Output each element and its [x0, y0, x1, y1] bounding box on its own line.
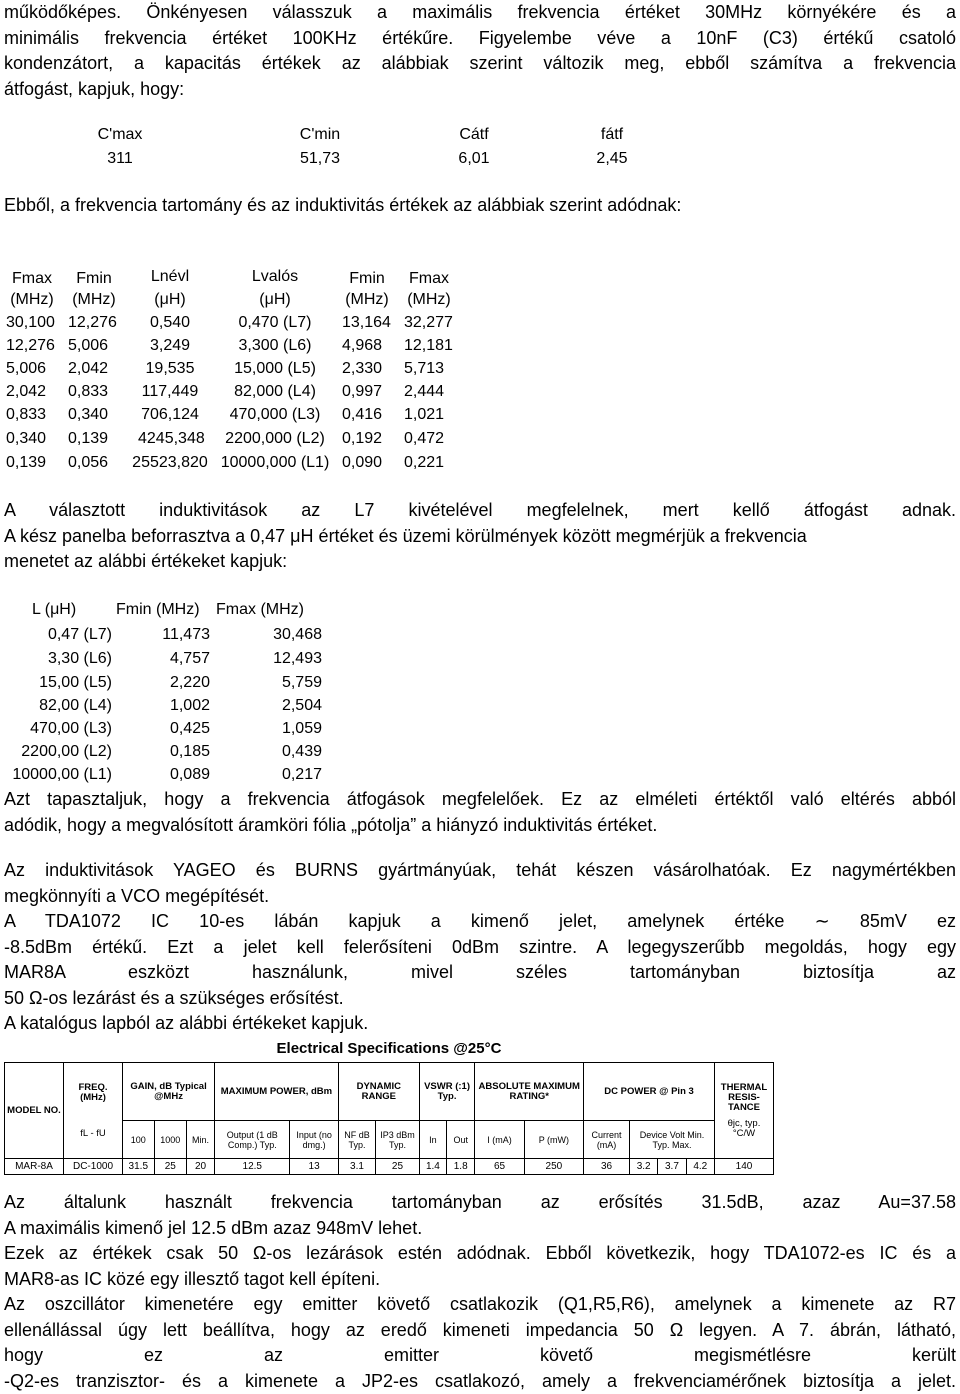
spec-h-model: MODEL NO. — [5, 1063, 64, 1159]
spec-gain-col: 1000 — [154, 1121, 186, 1159]
text-line: A maximális kimenő jel 12.5 dBm azaz 948mV lehet. — [4, 1216, 956, 1242]
value-catf: 6,01 — [434, 150, 514, 168]
spec-abs-p: P (mW) — [524, 1121, 583, 1159]
header-cmax: C'max — [80, 126, 160, 144]
paragraph-2 — [4, 193, 956, 219]
text-line: minimális frekvencia értéket 100KHz értékűre. Figyelembe véve a 10nF (C3) értékű csatoló — [4, 26, 956, 52]
text-line: Az oszcillátor kimenetére egy emitter követő csatlakozik (Q1,R5,R6), amelynek a kimenete az R7 — [4, 1292, 956, 1318]
spec-dyn-nf: NF dB Typ. — [338, 1121, 375, 1159]
col-header: Lnévl — [138, 268, 202, 286]
spec-cell: 1.4 — [419, 1159, 446, 1175]
table-cell: 0,056 — [68, 454, 108, 472]
table-cell: 0,139 — [6, 454, 46, 472]
text-line: megkönnyíti a VCO megépítését. — [4, 884, 956, 910]
col-unit: (MHz) — [338, 291, 396, 309]
col-header: Fmax — [4, 270, 60, 288]
table-cell: 12,493 — [240, 650, 322, 668]
text-line: Az induktivitások YAGEO és BURNS gyártmányúak, tehát készen vásárolhatóak. Ez nagymértékben — [4, 858, 956, 884]
spec-cell: 140 — [715, 1159, 774, 1175]
paragraph-5 — [4, 858, 956, 1037]
table-cell: 30,100 — [6, 314, 55, 332]
col-unit: (MHz) — [4, 291, 60, 309]
spec-h-maxpow: MAXIMUM POWER, dBm — [215, 1063, 339, 1121]
col-header: Fmax — [400, 270, 458, 288]
spec-h-dc: DC POWER @ Pin 3 — [584, 1063, 715, 1121]
text-line: Azt tapasztaljuk, hogy a frekvencia átfogások megfelelőek. Ez az elméleti értéktől való eltérés abból — [4, 787, 956, 813]
table-cell: 0,221 — [404, 454, 444, 472]
spec-cell: 3.1 — [338, 1159, 375, 1175]
paragraph-3 — [4, 498, 956, 575]
spec-dyn-ip3: IP3 dBm Typ. — [376, 1121, 420, 1159]
table-cell: 117,449 — [138, 383, 202, 401]
text-line: menetet az alábbi értékeket kapjuk: — [4, 549, 956, 575]
col-unit: (μH) — [138, 291, 202, 309]
spec-cell: 13 — [290, 1159, 338, 1175]
spec-h-therm-sub: θjc, typ. °C/W — [716, 1119, 772, 1139]
text-line: -8.5dBm értékű. Ezt a jelet kell felerősíteni 0dBm szintre. A legegyszerűbb megoldás, hogy egy — [4, 935, 956, 961]
spec-maxpow-in: Input (no dmg.) — [290, 1121, 338, 1159]
text-line: Az általunk használt frekvencia tartományban az erősítés 31.5dB, azaz Au=37.58 — [4, 1190, 956, 1216]
table-cell: 5,006 — [6, 360, 46, 378]
header-cmin: C'min — [280, 126, 360, 144]
table-cell: 0,833 — [68, 383, 108, 401]
col-unit: (MHz) — [400, 291, 458, 309]
table-cell: 2200,00 (L2) — [0, 743, 112, 761]
spec-cell: 1.8 — [447, 1159, 475, 1175]
table-cell: 2,444 — [404, 383, 444, 401]
spec-h-dyn: DYNAMIC RANGE — [338, 1063, 419, 1121]
table-cell: 0,47 (L7) — [0, 626, 112, 644]
table-cell: 0,340 — [6, 430, 46, 448]
table-cell: 0,997 — [342, 383, 382, 401]
table-cell: 470,00 (L3) — [0, 720, 112, 738]
table-cell: 0,192 — [342, 430, 382, 448]
table-cell: 2,042 — [68, 360, 108, 378]
table-cell: 0,217 — [240, 766, 322, 784]
spec-h-vswr: VSWR (:1) Typ. — [419, 1063, 475, 1121]
table-cell: 470,000 (L3) — [225, 406, 325, 424]
col-unit: (μH) — [238, 291, 312, 309]
text-line: A TDA1072 IC 10-es lábán kapjuk a kimenő jelet, amelynek értéke ∼ 85mV ez — [4, 909, 956, 935]
text-line: A kész panelba beforrasztva a 0,47 μH értéket és üzemi körülmények között megmérjük a frekvencia — [4, 524, 956, 550]
table-cell: 4245,348 — [138, 430, 202, 448]
spec-cell: 3.2 — [630, 1159, 658, 1175]
table-cell: 13,164 — [342, 314, 391, 332]
table-cell: 0,340 — [68, 406, 108, 424]
table-cell: 82,00 (L4) — [0, 697, 112, 715]
table-cell: 12,276 — [68, 314, 117, 332]
spec-h-freq — [64, 1063, 123, 1159]
paragraph-4 — [4, 787, 956, 838]
table-cell: 4,968 — [342, 337, 382, 355]
text-line: hogy ez az emitter követő megismétlésre került — [4, 1343, 956, 1369]
spec-cell: DC-1000 — [64, 1159, 123, 1175]
spec-cell: 25 — [376, 1159, 420, 1175]
text-line: MAR8-as IC közé egy illesztő tagot kell építeni. — [4, 1267, 956, 1293]
table-cell: 2,042 — [6, 383, 46, 401]
col-header: Fmax (MHz) — [216, 601, 304, 619]
spec-h-therm-label: THERMAL RESIS-TANCE — [716, 1083, 772, 1113]
value-cmax: 311 — [80, 150, 160, 168]
text-line: -Q2-es tranzisztor- és a kimenete a JP2-es csatlakozó, amely a frekvenciamérőnek biztosítja a jelet. — [4, 1369, 956, 1394]
spec-abs-i: I (mA) — [475, 1121, 524, 1159]
header-catf: Cátf — [434, 126, 514, 144]
table-cell: 2,330 — [342, 360, 382, 378]
spec-h-freq-sub: fL - fU — [65, 1129, 121, 1139]
spec-title: Electrical Specifications @25°C — [4, 1040, 774, 1057]
text-line: A katalógus lapból az alábbi értékeket kapjuk. — [4, 1011, 956, 1037]
spec-dc-volt: Device Volt Min. Typ. Max. — [630, 1121, 715, 1159]
spec-cell: 25 — [154, 1159, 186, 1175]
table-cell: 82,000 (L4) — [225, 383, 325, 401]
table-cell: 0,833 — [6, 406, 46, 424]
table-cell: 1,021 — [404, 406, 444, 424]
table-cell: 10000,00 (L1) — [0, 766, 112, 784]
text-line: A választott induktivitások az L7 kivételével megfelelnek, mert kellő átfogást adnak. — [4, 498, 956, 524]
text-line: Ezek az értékek csak 50 Ω-os lezárások estén adódnak. Ebből következik, hogy TDA1072-es IC és a — [4, 1241, 956, 1267]
table-cell: 10000,000 (L1) — [215, 454, 335, 472]
table-cell: 15,000 (L5) — [225, 360, 325, 378]
table-cell: 3,30 (L6) — [0, 650, 112, 668]
table-cell: 12,181 — [404, 337, 453, 355]
spec-dc-current: Current (mA) — [584, 1121, 630, 1159]
table-cell: 30,468 — [240, 626, 322, 644]
table-cell: 19,535 — [138, 360, 202, 378]
table-cell: 5,006 — [68, 337, 108, 355]
table-cell: 1,002 — [130, 697, 210, 715]
table-cell: 32,277 — [404, 314, 453, 332]
table-cell: 0,185 — [130, 743, 210, 761]
table-cell: 706,124 — [138, 406, 202, 424]
intro-paragraph — [4, 0, 956, 102]
spec-maxpow-out: Output (1 dB Comp.) Typ. — [215, 1121, 290, 1159]
spec-h-gain: GAIN, dB Typical @MHz — [123, 1063, 215, 1121]
col-header: L (μH) — [32, 601, 76, 619]
spec-h-abs: ABSOLUTE MAXIMUM RATING* — [475, 1063, 584, 1121]
col-header: Lvalós — [238, 268, 312, 286]
table-cell: 2200,000 (L2) — [225, 430, 325, 448]
table-cell: 0,472 — [404, 430, 444, 448]
spec-cell: 12.5 — [215, 1159, 290, 1175]
spec-gain-col: Min. — [186, 1121, 214, 1159]
table-cell: 0,090 — [342, 454, 382, 472]
paragraph-6 — [4, 1190, 956, 1394]
value-cmin: 51,73 — [280, 150, 360, 168]
spec-cell: 250 — [524, 1159, 583, 1175]
spec-cell: 4.2 — [686, 1159, 714, 1175]
text-line: Ebből, a frekvencia tartomány és az induktivitás értékek az alábbiak szerint adódnak: — [4, 193, 956, 219]
table-cell: 5,759 — [240, 674, 322, 692]
table-cell: 5,713 — [404, 360, 444, 378]
text-line: kondenzátort, a kapacitás értékek az alábbiak szerint változik meg, ebből számítva a frekvencia — [4, 51, 956, 77]
spec-cell: 36 — [584, 1159, 630, 1175]
spec-cell: 31.5 — [123, 1159, 155, 1175]
table-cell: 0,540 — [138, 314, 202, 332]
table-cell: 0,089 — [130, 766, 210, 784]
spec-table — [4, 1062, 774, 1175]
text-line: adódik, hogy a megvalósított áramköri fólia „pótolja” a hiányzó induktivitás értéket. — [4, 813, 956, 839]
spec-cell: 65 — [475, 1159, 524, 1175]
col-header: Fmin — [66, 270, 122, 288]
col-header: Fmin — [338, 270, 396, 288]
table-cell: 0,439 — [240, 743, 322, 761]
table-cell: 12,276 — [6, 337, 55, 355]
spec-cell: 20 — [186, 1159, 214, 1175]
table-cell: 3,300 (L6) — [225, 337, 325, 355]
table-cell: 11,473 — [130, 626, 210, 644]
spec-cell: MAR-8A — [5, 1159, 64, 1175]
table-cell: 2,504 — [240, 697, 322, 715]
table-cell: 15,00 (L5) — [0, 674, 112, 692]
spec-vswr-out: Out — [447, 1121, 475, 1159]
col-unit: (MHz) — [66, 291, 122, 309]
spec-vswr-in: In — [419, 1121, 446, 1159]
table-cell: 0,139 — [68, 430, 108, 448]
text-line: MAR8A eszközt használunk, mivel széles tartományban biztosítja az — [4, 960, 956, 986]
text-line: átfogást, kapjuk, hogy: — [4, 77, 956, 103]
value-fatf: 2,45 — [572, 150, 652, 168]
table-cell: 4,757 — [130, 650, 210, 668]
text-line: 50 Ω-os lezárást és a szükséges erősítést. — [4, 986, 956, 1012]
table-cell: 0,416 — [342, 406, 382, 424]
spec-h-therm — [715, 1063, 774, 1159]
spec-cell: 3.7 — [658, 1159, 686, 1175]
table-cell: 0,470 (L7) — [225, 314, 325, 332]
spec-h-freq-label: FREQ. (MHz) — [65, 1083, 121, 1103]
table-cell: 3,249 — [138, 337, 202, 355]
text-line: működőképes. Önkényesen válasszuk a maximális frekvencia értéket 30MHz környékére és a — [4, 0, 956, 26]
header-fatf: fátf — [572, 126, 652, 144]
table-cell: 25523,820 — [130, 454, 210, 472]
col-header: Fmin (MHz) — [116, 601, 200, 619]
table-cell: 1,059 — [240, 720, 322, 738]
spec-gain-col: 100 — [123, 1121, 155, 1159]
table-cell: 2,220 — [130, 674, 210, 692]
table-cell: 0,425 — [130, 720, 210, 738]
text-line: ellenállással úgy lett beállítva, hogy az eredő kimeneti impedancia 50 Ω legyen. A 7. ábrán, látható, — [4, 1318, 956, 1344]
